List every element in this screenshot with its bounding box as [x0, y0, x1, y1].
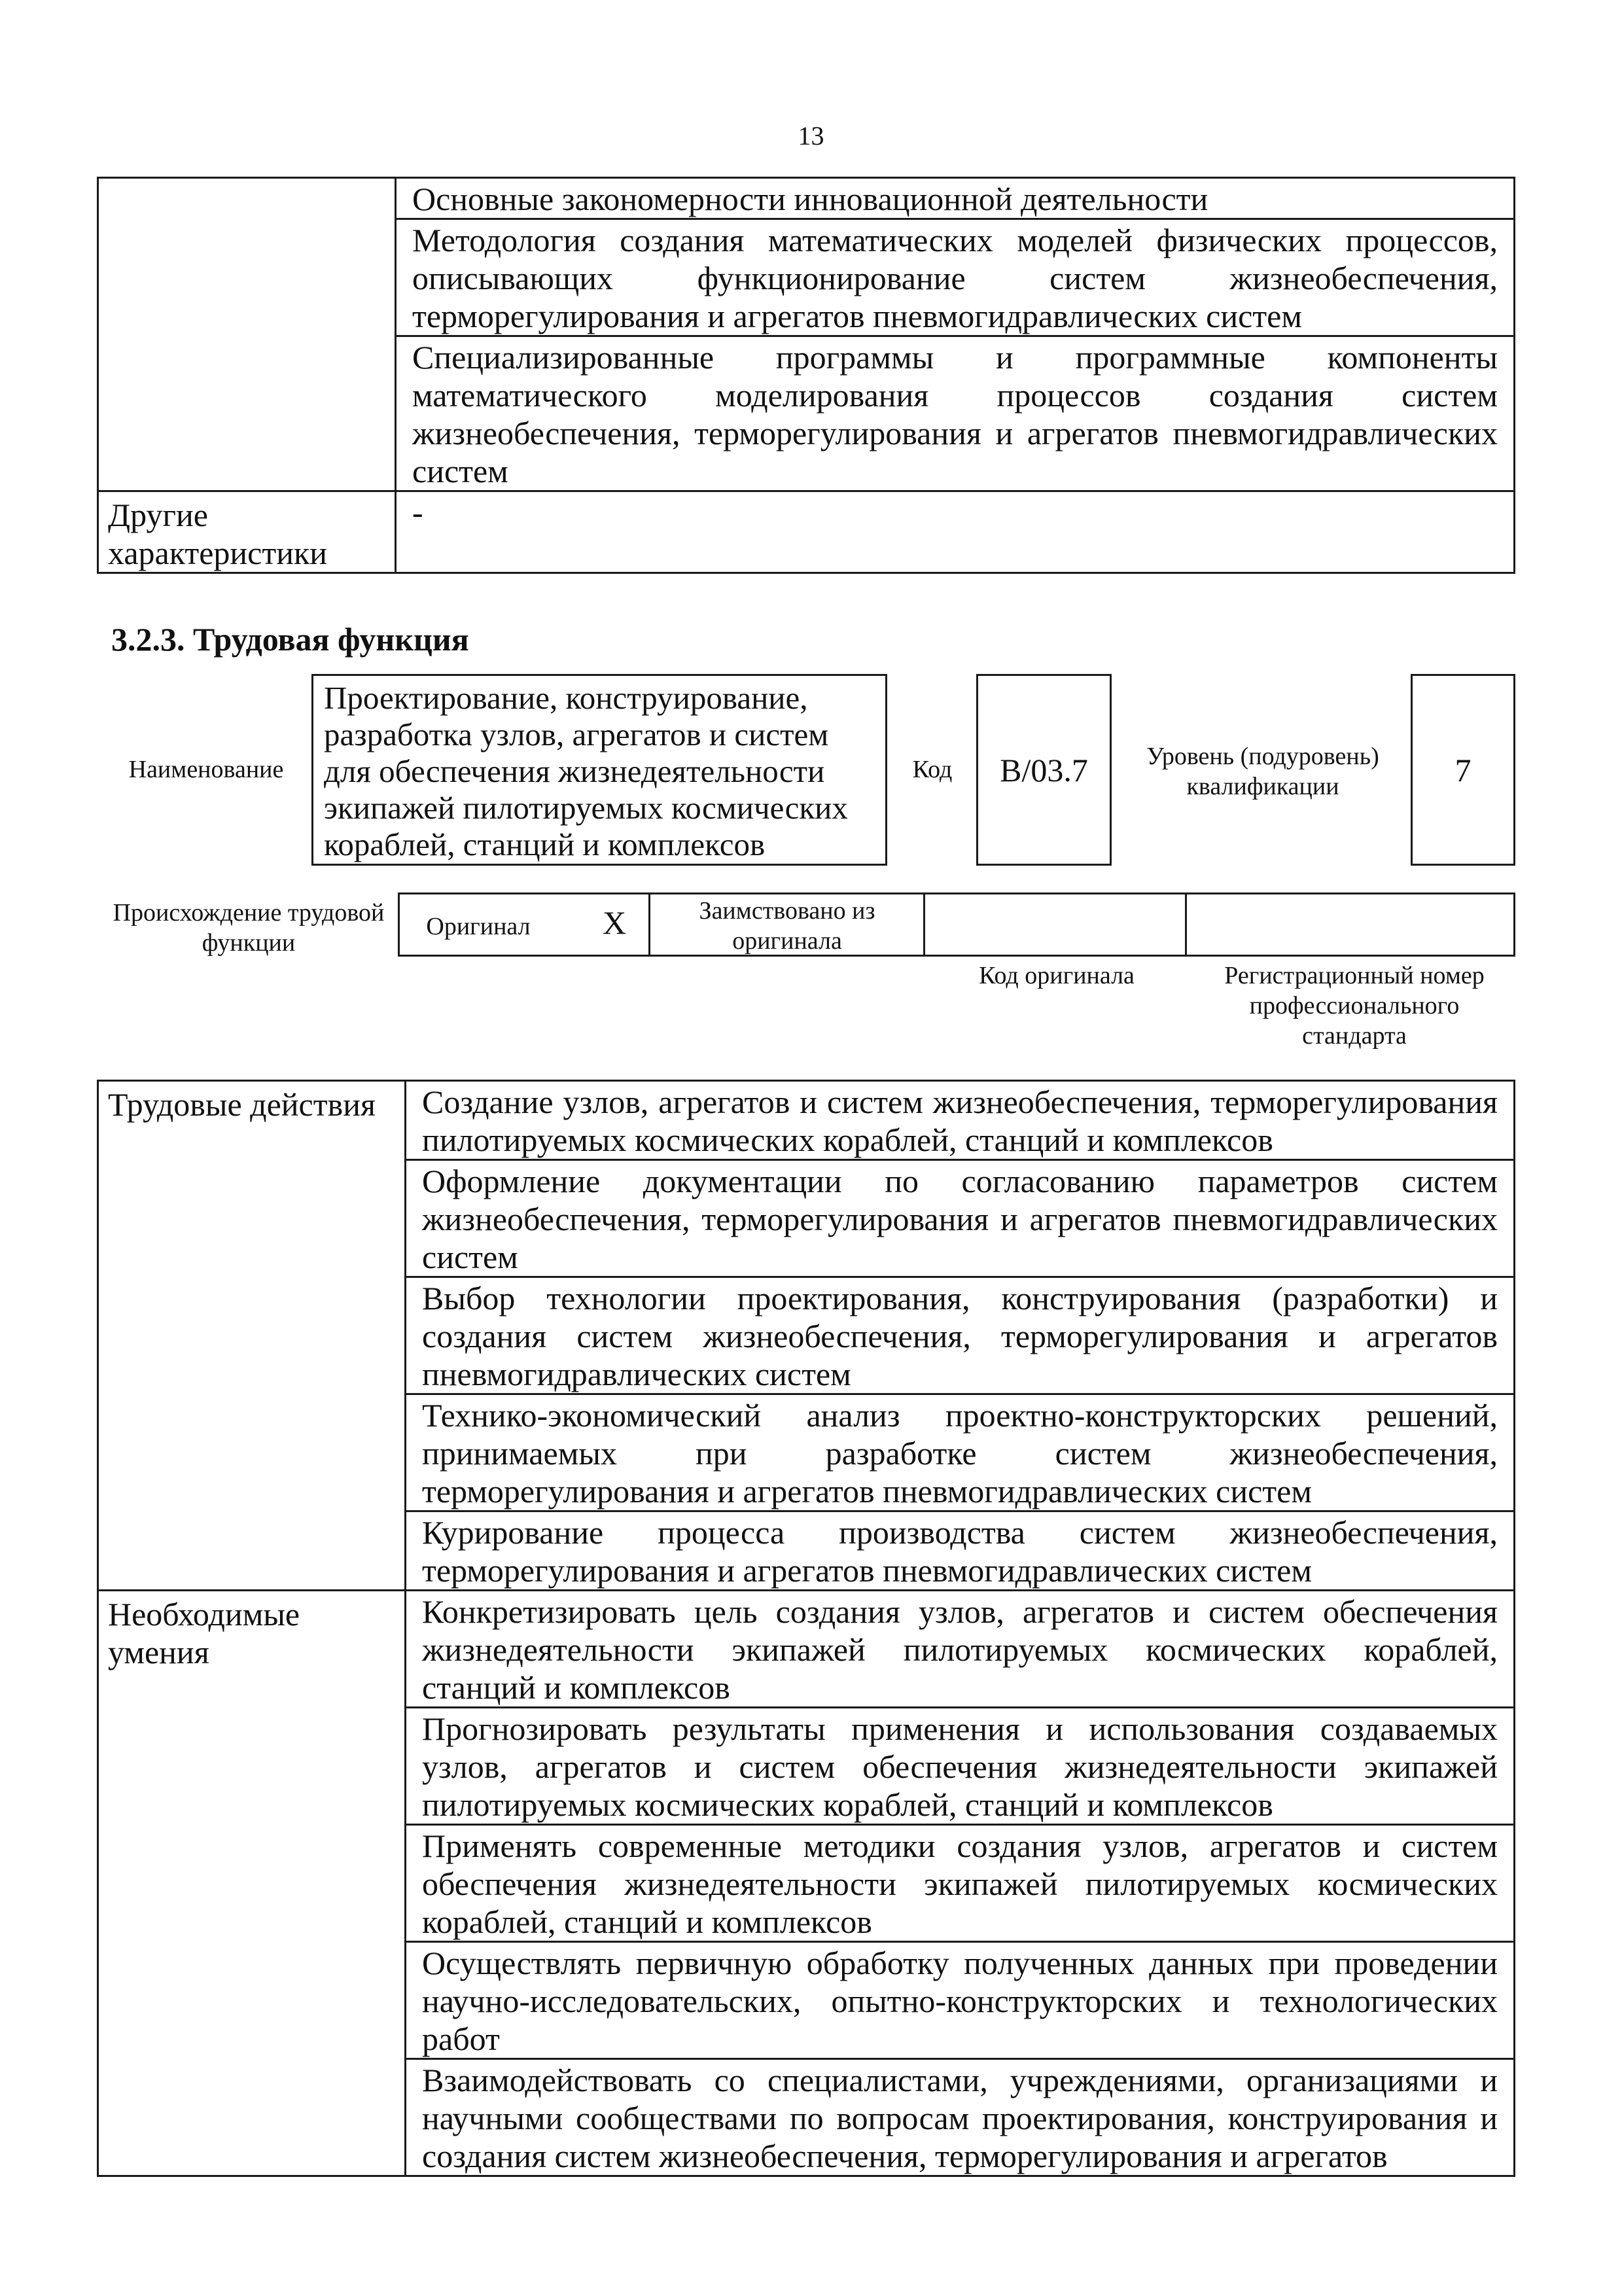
reg-number-caption: Регистрационный номер профессионального стандарта: [1224, 962, 1485, 1050]
empty-label-cell: [98, 178, 396, 491]
skill-item: Прогнозировать результаты применения и использования создаваемых узлов, агрегатов и систем обеспечения жизнедеятельности экипажей пилотируемых космических кораблей, станций и комплексов: [422, 1710, 1498, 1823]
labor-action-item: Технико-экономический анализ проектно-конструкторских решений, принимаемых при разработке систем жизнеобеспечения, терморегулирования и агрегатов пневмогидравлических систем: [422, 1397, 1498, 1510]
labor-action-item: Оформление документации по согласованию параметров систем жизнеобеспечения, терморегулирования и агрегатов пневмогидравлических систем: [422, 1163, 1498, 1275]
knowledge-item: Специализированные программы и программные компоненты математического моделирования процессов создания систем жизнеобеспечения, терморегулирования и агрегатов пневмогидравлических систем: [412, 339, 1498, 489]
knowledge-item: Основные закономерности инновационной деятельности: [412, 181, 1208, 217]
other-characteristics-label: Другие характеристики: [108, 497, 328, 571]
code-label: Код: [912, 756, 953, 783]
divider: [1185, 894, 1187, 955]
other-characteristics-value: -: [412, 494, 423, 531]
divider: [923, 894, 925, 955]
function-details-table: [97, 1080, 1515, 2177]
borrowed-label: Заимствовано из оригинала: [699, 897, 875, 955]
function-name-box: Проектирование, конструирование, разработка узлов, агрегатов и систем для обеспечения жизнедеятельности экипажей пилотируемых космических кораблей, станций и комплексов: [311, 674, 887, 866]
divider: [648, 894, 650, 955]
name-label: Наименование: [128, 756, 284, 783]
code-box: [976, 674, 1112, 866]
original-mark: X: [602, 904, 627, 941]
level-label: Уровень (подуровень) квалификации: [1146, 743, 1379, 800]
required-skills-label: Необходимые умения: [108, 1596, 300, 1670]
knowledge-table: [97, 177, 1515, 574]
section-title: 3.2.3. Трудовая функция: [111, 621, 469, 658]
original-label: Оригинал: [426, 913, 531, 940]
origin-label: Происхождение трудовой функции: [113, 899, 385, 957]
skill-item: Конкретизировать цель создания узлов, агрегатов и систем обеспечения жизнедеятельности экипажей пилотируемых космических кораблей, станций и комплексов: [422, 1593, 1498, 1706]
labor-action-item: Выбор технологии проектирования, конструирования (разработки) и создания систем жизнеобеспечения, терморегулирования и агрегатов пневмогидравлических систем: [422, 1280, 1498, 1392]
labor-action-item: Создание узлов, агрегатов и систем жизнеобеспечения, терморегулирования пилотируемых космических кораблей, станций и комплексов: [422, 1084, 1498, 1158]
page-number: 13: [798, 121, 824, 150]
skill-item: Осуществлять первичную обработку полученных данных при проведении научно-исследовательских, опытно-конструкторских и технологических работ: [422, 1945, 1498, 2057]
code-original-caption: Код оригинала: [979, 962, 1135, 989]
level-value: 7: [1455, 751, 1472, 788]
knowledge-item: Методология создания математических моделей физических процессов, описывающих функционирование систем жизнеобеспечения, терморегулирования и агрегатов пневмогидравлических систем: [412, 222, 1498, 334]
code-value: B/03.7: [1000, 751, 1088, 788]
labor-action-item: Курирование процесса производства систем жизнеобеспечения, терморегулирования и агрегатов пневмогидравлических систем: [422, 1514, 1498, 1589]
skill-item: Взаимодействовать со специалистами, учреждениями, организациями и научными сообществами по вопросам проектирования, конструирования и создания систем жизнеобеспечения, терморегулирования и агрегатов: [422, 2062, 1498, 2174]
skill-item: Применять современные методики создания узлов, агрегатов и систем обеспечения жизнедеятельности экипажей пилотируемых космических кораблей, станций и комплексов: [422, 1828, 1498, 1940]
level-box: [1411, 674, 1515, 866]
labor-actions-label: Трудовые действия: [108, 1086, 376, 1123]
origin-row: [398, 892, 1515, 957]
